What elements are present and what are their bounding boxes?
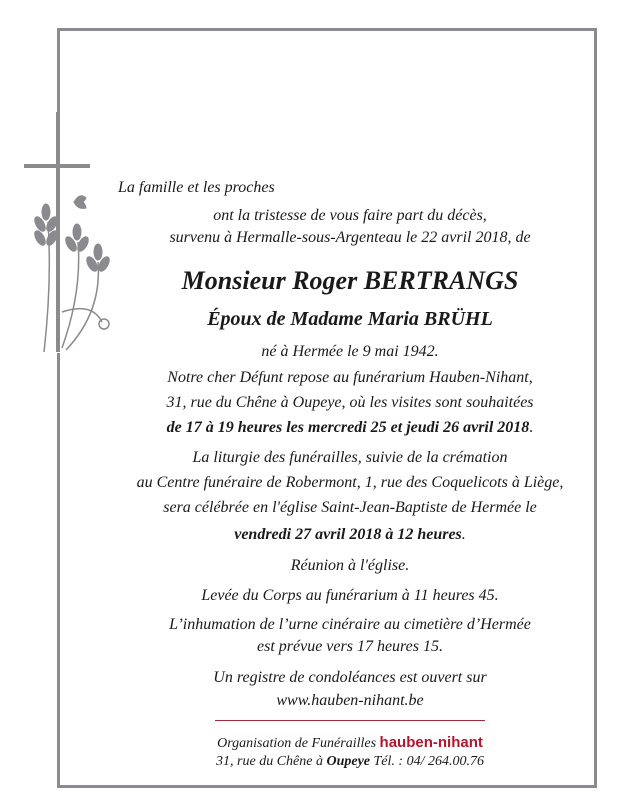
visit-hours: [60, 418, 622, 438]
footer-phone: Tél. : 04/ 264.00.76: [373, 754, 484, 769]
spouse-line: Époux de Madame Maria BRÜHL: [207, 308, 493, 330]
rest-line-1: Notre cher Défunt repose au funérarium Hauben-Nihant,: [167, 369, 533, 386]
liturgy-line-2: au Centre funéraire de Robermont, 1, rue des Coquelicots à Liège,: [136, 474, 564, 491]
footer-divider: [215, 720, 485, 721]
intro-line-2: ont la tristesse de vous faire part du décès,: [213, 207, 487, 224]
footer-address: [60, 753, 622, 771]
inhumation-line-2: est prévue vers 17 heures 15.: [256, 638, 444, 655]
ceremony-datetime-period: .: [461, 526, 466, 543]
footer-town: Oupeye: [326, 754, 371, 769]
liturgy-line-3: sera célébrée en l'église Saint-Jean-Baptiste de Hermée le: [163, 499, 537, 516]
visit-hours-text: de 17 à 19 heures les mercredi 25 et jeudi 26 avril 2018: [166, 419, 530, 436]
inhumation-line-1: L’inhumation de l’urne cinéraire au cimetière d’Hermée: [169, 616, 531, 633]
birth-line: né à Hermée le 9 mai 1942.: [261, 343, 439, 360]
liturgy-line-1: La liturgie des funérailles, suivie de la crémation: [192, 449, 508, 466]
deceased-name: Monsieur Roger BERTRANGS: [181, 266, 519, 295]
footer-organisation: [60, 734, 622, 753]
intro-line-3: survenu à Hermalle-sous-Argenteau le 22 avril 2018, de: [169, 229, 531, 246]
ceremony-datetime-text: vendredi 27 avril 2018 à 12 heures: [234, 526, 462, 543]
footer-org-prefix: Organisation de Funérailles: [217, 736, 377, 751]
footer-address-prefix: 31, rue du Chêne à: [216, 754, 323, 769]
registry-line-1: Un registre de condoléances est ouvert sur: [213, 669, 487, 686]
levee-line: Levée du Corps au funérarium à 11 heures 45.: [201, 587, 499, 604]
ceremony-datetime: [60, 525, 622, 545]
frame-left-segment-top: [57, 28, 60, 114]
visit-hours-period: .: [529, 419, 534, 436]
intro-line: La famille et les proches: [118, 179, 275, 196]
meeting-line: Réunion à l'église.: [290, 557, 410, 574]
registry-url[interactable]: www.hauben-nihant.be: [276, 692, 424, 709]
rest-line-2: 31, rue du Chêne à Oupeye, où les visites sont souhaitées: [166, 394, 534, 411]
brand-logo: hauben-nihant: [379, 734, 483, 751]
